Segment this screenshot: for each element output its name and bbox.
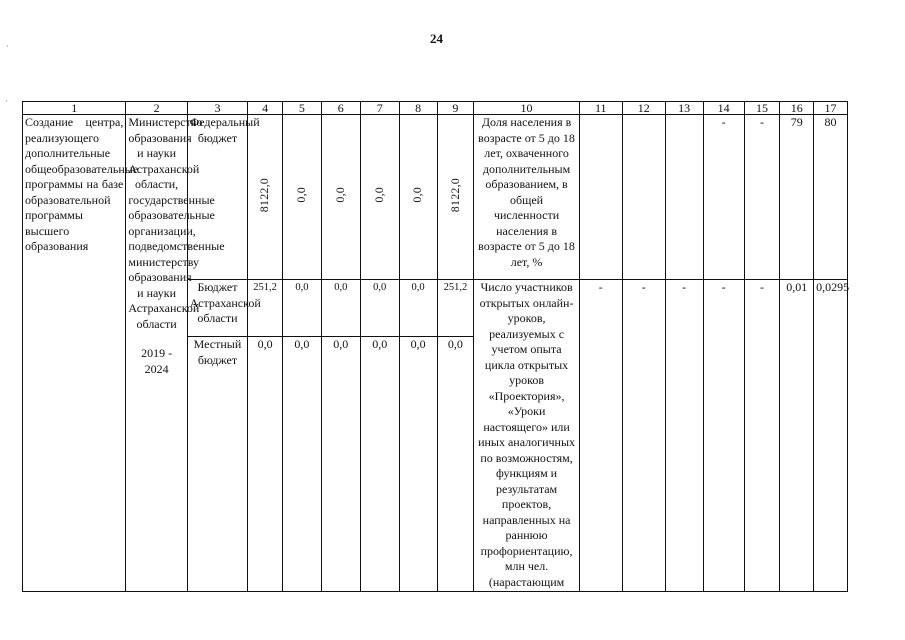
indicator-value [579, 115, 622, 280]
local-value: 0,0 [282, 337, 321, 592]
column-header: 4 [248, 102, 283, 115]
column-header: 14 [703, 102, 744, 115]
page-number: 24 [430, 31, 443, 46]
indicator-value: - [744, 115, 780, 280]
regional-value: 251,2 [248, 280, 283, 337]
regional-value: 0,0 [282, 280, 321, 337]
column-header: 7 [360, 102, 399, 115]
column-header: 9 [437, 102, 474, 115]
indicator-value: 0,01 [780, 280, 814, 592]
column-header: 15 [744, 102, 780, 115]
table-row [23, 115, 848, 280]
column-header: 2 [126, 102, 187, 115]
indicator-value: 0,0295 [814, 280, 848, 592]
federal-value: 0,0 [360, 115, 399, 280]
local-value: 0,0 [248, 337, 283, 592]
period: 2019 - 2024 [141, 346, 173, 376]
regional-value: 251,2 [437, 280, 474, 337]
activity-name: Создание центра, реализующего дополнительные общеобразовательные программы на базе образовательной программы высшего образования [23, 115, 126, 592]
header-row [23, 102, 848, 115]
indicator-text: Доля населения в возрасте от 5 до 18 лет, охваченного дополнительным образованием, в общей численности населения в возрасте от 5 до 18 лет, % [474, 115, 579, 280]
column-header: 6 [321, 102, 360, 115]
executor-text: Министерство образования и науки Астраханской области, государственные образовательные организации, подведомственные министерству образования и науки Астраханской области [128, 115, 225, 331]
indicator-value: - [579, 280, 622, 592]
local-value: 0,0 [321, 337, 360, 592]
regional-value: 0,0 [360, 280, 399, 337]
column-header: 5 [282, 102, 321, 115]
indicator-value: - [622, 280, 665, 592]
column-header: 8 [399, 102, 437, 115]
source-regional: Бюджет Астраханской области [187, 280, 247, 337]
column-header: 17 [814, 102, 848, 115]
local-value: 0,0 [437, 337, 474, 592]
local-value: 0,0 [399, 337, 437, 592]
scan-dot: · [6, 42, 9, 51]
regional-value: 0,0 [399, 280, 437, 337]
indicator-value: - [703, 280, 744, 592]
regional-value: 0,0 [321, 280, 360, 337]
source-local: Местный бюджет [187, 337, 247, 592]
federal-value: 0,0 [399, 115, 437, 280]
column-header: 10 [474, 102, 579, 115]
indicator-value: - [744, 280, 780, 592]
indicator-value: - [703, 115, 744, 280]
column-header: 13 [665, 102, 703, 115]
column-header: 3 [187, 102, 247, 115]
indicator-text: Число участников открытых онлайн-уроков, реализуемых с учетом опыта цикла открытых уроков «Проектория», «Уроки настоящего» или иных аналогичных по возможностям, функциям и результатам проектов, направленных на раннюю профориентацию, млн чел. (нарастающим [474, 280, 579, 592]
scan-dot: · [5, 97, 8, 106]
indicator-value [665, 115, 703, 280]
local-value: 0,0 [360, 337, 399, 592]
indicator-value [622, 115, 665, 280]
indicator-value: 80 [814, 115, 848, 280]
source-federal: Федеральный бюджет [187, 115, 247, 280]
indicator-value: - [665, 280, 703, 592]
federal-value: 8122,0 [437, 115, 474, 280]
column-header: 12 [622, 102, 665, 115]
indicator-value: 79 [780, 115, 814, 280]
federal-value: 0,0 [282, 115, 321, 280]
federal-value: 0,0 [321, 115, 360, 280]
column-header: 11 [579, 102, 622, 115]
column-header: 1 [23, 102, 126, 115]
column-header: 16 [780, 102, 814, 115]
federal-value: 8122,0 [248, 115, 283, 280]
program-table [22, 101, 848, 592]
